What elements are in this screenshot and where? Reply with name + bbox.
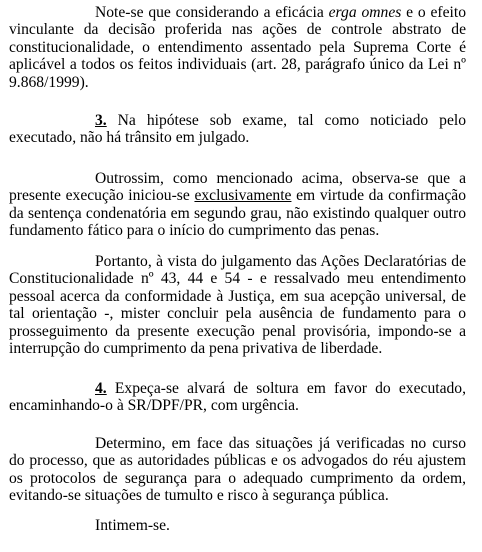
item-number: 4. (95, 380, 107, 397)
text-line (9, 187, 466, 204)
underlined-term: exclusivamente (194, 187, 292, 205)
paragraph-outrossim (9, 170, 466, 240)
text-line: Intimem-se. (95, 517, 170, 534)
text-segment: Note-se que considerando a eficácia (95, 4, 329, 21)
paragraph-item-4 (9, 380, 466, 415)
text-line: interrupção do cumprimento da pena privativa de liberdade. (9, 340, 383, 358)
paragraph-determino (9, 435, 466, 505)
text-line: evitando-se situações de tumulto e risco à segurança pública. (9, 487, 389, 505)
text-line: do processo, que as autoridades públicas e os advogados do réu ajustem (9, 452, 466, 470)
text-line: constitucionalidade, o entendimento assentado pela Suprema Corte é (9, 38, 466, 56)
paragraph-portanto (9, 253, 466, 357)
text-line: fundamento fático para o início do cumprimento das penas. (9, 222, 380, 240)
text-line (9, 4, 466, 21)
text-line (9, 380, 466, 397)
paragraph-erga-omnes (9, 4, 466, 91)
text-line (9, 112, 466, 129)
text-segment: presente execução iniciou-se (9, 187, 195, 205)
text-segment: Expeça-se alvará de soltura em favor do executado, (106, 380, 466, 397)
text-line: Constitucionalidade nº 43, 44 e 54 - e ressalvado meu entendimento (9, 270, 466, 288)
text-line: executado, não há trânsito em julgado. (9, 129, 250, 147)
paragraph-intimem-se (9, 517, 466, 534)
text-line: tal orientação -, mister concluir pela ausência de fundamento para o (9, 305, 466, 323)
text-line: Determino, em face das situações já verificadas no curso (95, 435, 466, 452)
item-number: 3. (95, 112, 107, 129)
text-line: os protocolos de segurança para o adequado cumprimento da ordem, (9, 469, 466, 487)
text-segment: em virtude da confirmação (291, 187, 466, 205)
text-line: pessoal acerca da conformidade à Justiça, em sua acepção universal, de (9, 287, 466, 305)
text-line: Outrossim, como mencionado acima, observa-se que a (95, 170, 466, 187)
text-line: vinculante da decisão proferida nas ações de controle abstrato de (9, 21, 466, 39)
text-line: da sentença condenatória em segundo grau, não existindo qualquer outro (9, 204, 466, 222)
text-segment: Na hipótese sob exame, tal como noticiado pelo (106, 112, 466, 129)
text-line: Portanto, à vista do julgamento das Ações Declaratórias de (95, 253, 466, 270)
text-line: aplicável a todos os feitos individuais (art. 28, parágrafo único da Lei nº (9, 56, 466, 74)
italic-term: erga omnes (328, 4, 402, 21)
text-line: prosseguimento da presente execução penal provisória, impondo-se a (9, 322, 466, 340)
text-segment: e o efeito (401, 4, 466, 21)
text-line: 9.868/1999). (9, 73, 89, 91)
text-line: encaminhando-o à SR/DPF/PR, com urgência. (9, 397, 299, 415)
paragraph-item-3 (9, 112, 466, 147)
